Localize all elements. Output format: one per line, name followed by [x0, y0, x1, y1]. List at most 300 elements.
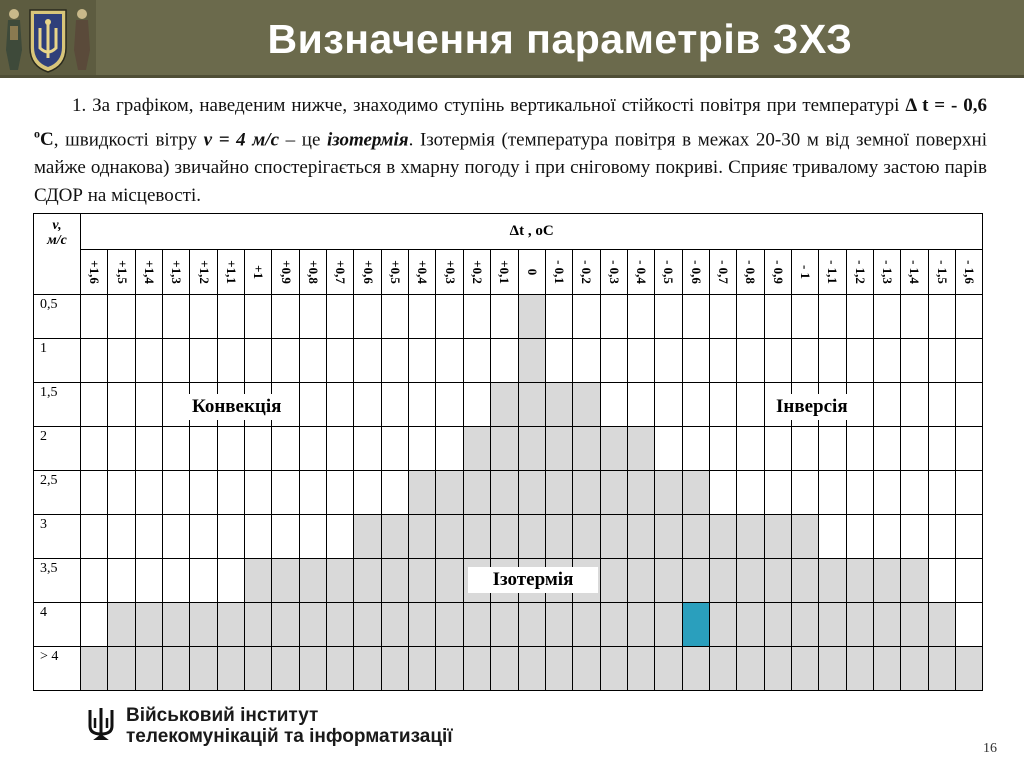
grid-cell	[573, 471, 600, 515]
grid-cell	[846, 647, 873, 691]
grid-cell	[655, 339, 682, 383]
grid-cell	[463, 295, 490, 339]
grid-cell	[846, 515, 873, 559]
grid-cell	[272, 339, 299, 383]
grid-cell	[928, 339, 955, 383]
grid-cell	[682, 427, 709, 471]
grid-cell	[108, 603, 135, 647]
grid-cell	[873, 339, 900, 383]
grid-cell	[299, 515, 326, 559]
para-text-4: . Ізотермія (температура повітря в межах 20-30 м від земної поверхні майже однакова) звичайно спостерігається в хмарну погоду і при сніговому покриві. Сприяє тривалому застою парів СДОР на місцевості.	[34, 129, 988, 207]
grid-cell	[81, 295, 108, 339]
grid-cell	[518, 471, 545, 515]
grid-cell	[327, 471, 354, 515]
highlighted-cell	[682, 603, 709, 647]
grid-cell	[299, 383, 326, 427]
grid-cell	[409, 471, 436, 515]
column-header-label: - 1,5	[934, 260, 950, 284]
column-header-label: - 0,8	[743, 260, 759, 284]
column-header-label: +1,3	[169, 260, 185, 284]
column-header-label: - 0,5	[661, 260, 677, 284]
grid-cell	[873, 427, 900, 471]
grid-cell	[709, 647, 736, 691]
grid-cell	[791, 647, 818, 691]
grid-cell	[901, 559, 928, 603]
column-header	[436, 250, 463, 295]
grid-cell	[299, 603, 326, 647]
grid-cell	[163, 383, 190, 427]
column-header-label: - 1,4	[907, 260, 923, 284]
grid-cell	[354, 427, 381, 471]
grid-cell	[190, 647, 217, 691]
row-label: 3	[34, 515, 81, 559]
grid-cell	[245, 647, 272, 691]
grid-cell	[573, 515, 600, 559]
grid-cell	[491, 471, 518, 515]
column-header	[764, 250, 791, 295]
column-header	[163, 250, 190, 295]
grid-cell	[272, 515, 299, 559]
grid-cell	[846, 295, 873, 339]
grid-cell	[217, 647, 244, 691]
grid-cell	[518, 383, 545, 427]
grid-cell	[135, 471, 162, 515]
grid-cell	[764, 471, 791, 515]
grid-cell	[108, 515, 135, 559]
column-header	[928, 250, 955, 295]
column-header	[409, 250, 436, 295]
grid-cell	[791, 427, 818, 471]
grid-cell	[436, 427, 463, 471]
column-header-label: +1,6	[87, 260, 103, 284]
grid-cell	[108, 295, 135, 339]
grid-cell	[381, 559, 408, 603]
column-header	[354, 250, 381, 295]
grid-cell	[135, 515, 162, 559]
grid-cell	[436, 515, 463, 559]
grid-cell	[409, 603, 436, 647]
grid-cell	[299, 471, 326, 515]
grid-cell	[409, 339, 436, 383]
column-header	[737, 250, 764, 295]
grid-row	[34, 471, 983, 515]
row-label: 1,5	[34, 383, 81, 427]
grid-cell	[600, 295, 627, 339]
institute-line-2: телекомунікацій та інформатизації	[126, 726, 453, 747]
column-header-label: +0,8	[305, 260, 321, 284]
grid-cell	[682, 471, 709, 515]
grid-cell	[709, 471, 736, 515]
grid-cell	[354, 383, 381, 427]
column-header-label: +0,6	[360, 260, 376, 284]
column-header	[682, 250, 709, 295]
grid-cell	[545, 603, 572, 647]
grid-cell	[901, 471, 928, 515]
grid-cell	[299, 295, 326, 339]
column-header	[190, 250, 217, 295]
grid-cell	[190, 427, 217, 471]
isothermy-term: ізотермія	[327, 129, 409, 151]
grid-cell	[655, 295, 682, 339]
grid-cell	[245, 427, 272, 471]
grid-cell	[190, 603, 217, 647]
grid-cell	[354, 339, 381, 383]
grid-cell	[956, 603, 983, 647]
page-number: 16	[983, 741, 997, 756]
grid-cell	[217, 427, 244, 471]
grid-cell	[135, 647, 162, 691]
grid-cell	[627, 603, 654, 647]
column-header-label: - 0,2	[579, 260, 595, 284]
column-header	[518, 250, 545, 295]
column-header	[791, 250, 818, 295]
column-header-label: - 1,1	[825, 260, 841, 284]
grid-cell	[600, 427, 627, 471]
column-header	[709, 250, 736, 295]
grid-cell	[108, 647, 135, 691]
grid-cell	[491, 383, 518, 427]
grid-cell	[956, 559, 983, 603]
grid-cell	[354, 647, 381, 691]
grid-cell	[518, 339, 545, 383]
grid-cell	[135, 559, 162, 603]
column-header	[956, 250, 983, 295]
grid-cell	[655, 471, 682, 515]
grid-cell	[764, 559, 791, 603]
grid-cell	[873, 515, 900, 559]
grid-cell	[135, 295, 162, 339]
grid-cell	[436, 295, 463, 339]
grid-cell	[108, 339, 135, 383]
grid-cell	[600, 647, 627, 691]
grid-cell	[956, 427, 983, 471]
grid-cell	[928, 471, 955, 515]
column-header	[873, 250, 900, 295]
grid-cell	[436, 603, 463, 647]
grid-cell	[299, 559, 326, 603]
grid-cell	[709, 339, 736, 383]
grid-cell	[327, 295, 354, 339]
grid-cell	[737, 515, 764, 559]
grid-cell	[873, 295, 900, 339]
grid-cell	[737, 471, 764, 515]
grid-cell	[327, 339, 354, 383]
grid-cell	[491, 603, 518, 647]
grid-cell	[573, 295, 600, 339]
institute-name	[126, 705, 453, 747]
grid-cell	[354, 603, 381, 647]
column-header-label: - 1,3	[880, 260, 896, 284]
grid-cell	[545, 295, 572, 339]
grid-cell	[217, 295, 244, 339]
temperature-gradient-header: Δt , оС	[81, 214, 983, 250]
grid-cell	[573, 383, 600, 427]
grid-cell	[518, 603, 545, 647]
grid-cell	[463, 471, 490, 515]
column-header-label: - 0,1	[552, 260, 568, 284]
grid-cell	[190, 515, 217, 559]
grid-cell	[299, 339, 326, 383]
grid-cell	[409, 647, 436, 691]
wind-speed-unit: м/с	[47, 233, 67, 248]
grid-cell	[272, 603, 299, 647]
inversion-label: Інверсія	[773, 394, 851, 420]
celsius-unit: С	[40, 129, 54, 151]
grid-cell	[627, 559, 654, 603]
grid-cell	[436, 559, 463, 603]
grid-cell	[846, 559, 873, 603]
grid-cell	[600, 339, 627, 383]
grid-cell	[81, 515, 108, 559]
grid-cell	[791, 603, 818, 647]
slide-header	[0, 0, 1024, 78]
grid-cell	[327, 647, 354, 691]
grid-cell	[873, 603, 900, 647]
column-header-label: +0,7	[333, 260, 349, 284]
grid-row	[34, 515, 983, 559]
grid-cell	[163, 295, 190, 339]
grid-cell	[327, 383, 354, 427]
grid-cell	[600, 515, 627, 559]
row-label: 4	[34, 603, 81, 647]
column-header-label: - 0,9	[770, 260, 786, 284]
column-header	[573, 250, 600, 295]
grid-cell	[491, 515, 518, 559]
grid-cell	[409, 515, 436, 559]
column-header	[901, 250, 928, 295]
description-paragraph	[34, 92, 987, 210]
column-header-label: +0,1	[497, 260, 513, 284]
column-header	[299, 250, 326, 295]
grid-cell	[217, 471, 244, 515]
grid-cell	[545, 383, 572, 427]
grid-cell	[956, 339, 983, 383]
grid-cell	[163, 647, 190, 691]
column-header	[819, 250, 846, 295]
grid-cell	[627, 295, 654, 339]
grid-cell	[545, 339, 572, 383]
grid-cell	[354, 471, 381, 515]
convection-label: Конвекція	[189, 394, 284, 420]
grid-cell	[737, 339, 764, 383]
grid-cell	[819, 471, 846, 515]
grid-cell	[491, 339, 518, 383]
grid-cell	[819, 339, 846, 383]
grid-cell	[108, 559, 135, 603]
grid-cell	[573, 647, 600, 691]
grid-cell	[764, 295, 791, 339]
grid-cell	[627, 339, 654, 383]
grid-cell	[709, 603, 736, 647]
column-header-label: +0,9	[278, 260, 294, 284]
grid-cell	[764, 427, 791, 471]
para-text-3: – це	[279, 129, 328, 151]
grid-cell	[573, 427, 600, 471]
grid-cell	[928, 515, 955, 559]
grid-cell	[81, 471, 108, 515]
grid-cell	[272, 471, 299, 515]
grid-cell	[354, 515, 381, 559]
grid-cell	[272, 647, 299, 691]
column-header-label: +1,5	[114, 260, 130, 284]
grid-cell	[217, 559, 244, 603]
grid-cell	[873, 471, 900, 515]
grid-cell	[245, 295, 272, 339]
grid-row	[34, 427, 983, 471]
grid-cell	[846, 427, 873, 471]
isothermy-label: Ізотермія	[468, 567, 598, 593]
column-header	[463, 250, 490, 295]
grid-cell	[463, 603, 490, 647]
grid-cell	[956, 515, 983, 559]
grid-cell	[436, 339, 463, 383]
grid-cell	[272, 427, 299, 471]
grid-cell	[381, 471, 408, 515]
grid-cell	[819, 603, 846, 647]
grid-cell	[190, 559, 217, 603]
grid-cell	[573, 603, 600, 647]
grid-cell	[764, 603, 791, 647]
grid-cell	[463, 647, 490, 691]
grid-cell	[135, 383, 162, 427]
grid-cell	[600, 603, 627, 647]
wind-speed-header: v,	[52, 218, 62, 233]
grid-cell	[956, 647, 983, 691]
column-header-label: - 1	[798, 264, 814, 280]
grid-row	[34, 647, 983, 691]
grid-cell	[436, 647, 463, 691]
grid-cell	[737, 383, 764, 427]
dt-value-label: Δ t = - 0,6	[905, 95, 987, 116]
column-header-label: - 1,2	[852, 260, 868, 284]
grid-cell	[245, 559, 272, 603]
grid-cell	[327, 515, 354, 559]
grid-cell	[518, 647, 545, 691]
column-header-label: +0,4	[415, 260, 431, 284]
column-header	[545, 250, 572, 295]
grid-cell	[217, 339, 244, 383]
stability-grid-table	[33, 213, 983, 691]
grid-cell	[901, 515, 928, 559]
grid-cell	[928, 295, 955, 339]
grid-cell	[217, 515, 244, 559]
grid-cell	[901, 295, 928, 339]
grid-cell	[737, 559, 764, 603]
grid-cell	[272, 559, 299, 603]
row-label: 2	[34, 427, 81, 471]
column-header	[327, 250, 354, 295]
grid-cell	[463, 339, 490, 383]
grid-cell	[627, 515, 654, 559]
grid-cell	[901, 427, 928, 471]
grid-cell	[709, 383, 736, 427]
column-header-label: - 0,7	[716, 260, 732, 284]
grid-cell	[463, 383, 490, 427]
grid-cell	[737, 647, 764, 691]
grid-cell	[928, 427, 955, 471]
grid-cell	[381, 339, 408, 383]
grid-cell	[846, 603, 873, 647]
grid-cell	[409, 559, 436, 603]
grid-cell	[108, 427, 135, 471]
page-title: Визначення параметрів ЗХЗ	[267, 16, 853, 62]
grid-cell	[163, 603, 190, 647]
grid-cell	[600, 559, 627, 603]
grid-cell	[163, 559, 190, 603]
grid-cell	[709, 427, 736, 471]
grid-cell	[518, 515, 545, 559]
grid-cell	[873, 559, 900, 603]
grid-cell	[381, 647, 408, 691]
grid-row	[34, 339, 983, 383]
grid-cell	[163, 515, 190, 559]
grid-cell	[463, 515, 490, 559]
grid-cell	[573, 339, 600, 383]
column-header-label: 0	[524, 268, 540, 276]
grid-cell	[491, 427, 518, 471]
grid-cell	[928, 559, 955, 603]
grid-cell	[190, 295, 217, 339]
grid-cell	[627, 647, 654, 691]
column-header-label: +1,2	[196, 260, 212, 284]
grid-cell	[409, 383, 436, 427]
grid-cell	[819, 559, 846, 603]
grid-cell	[655, 427, 682, 471]
grid-cell	[682, 295, 709, 339]
grid-cell	[217, 603, 244, 647]
grid-cell	[491, 295, 518, 339]
grid-cell	[928, 603, 955, 647]
grid-cell	[956, 295, 983, 339]
wind-speed-value: v = 4 м/с	[203, 129, 280, 151]
grid-cell	[600, 383, 627, 427]
grid-cell	[956, 471, 983, 515]
grid-cell	[190, 339, 217, 383]
grid-cell	[135, 427, 162, 471]
corner-header-cell	[34, 214, 81, 295]
column-header-label: +1,1	[223, 260, 239, 284]
grid-cell	[299, 427, 326, 471]
column-header-label: +1,4	[141, 260, 157, 284]
grid-cell	[190, 471, 217, 515]
column-header-label: - 0,3	[606, 260, 622, 284]
grid-cell	[409, 295, 436, 339]
grid-cell	[764, 647, 791, 691]
column-header	[600, 250, 627, 295]
grid-cell	[545, 515, 572, 559]
grid-cell	[354, 295, 381, 339]
grid-cell	[81, 647, 108, 691]
column-header	[272, 250, 299, 295]
grid-cell	[791, 339, 818, 383]
grid-cell	[299, 647, 326, 691]
column-header-label: - 1,6	[962, 260, 978, 284]
column-header-label: - 0,4	[634, 260, 650, 284]
grid-cell	[819, 427, 846, 471]
grid-cell	[81, 603, 108, 647]
grid-cell	[901, 383, 928, 427]
grid-cell	[381, 603, 408, 647]
grid-cell	[682, 383, 709, 427]
grid-cell	[436, 383, 463, 427]
column-header	[627, 250, 654, 295]
grid-cell	[163, 471, 190, 515]
grid-cell	[928, 383, 955, 427]
grid-cell	[737, 603, 764, 647]
grid-cell	[381, 295, 408, 339]
grid-cell	[928, 647, 955, 691]
grid-cell	[709, 295, 736, 339]
